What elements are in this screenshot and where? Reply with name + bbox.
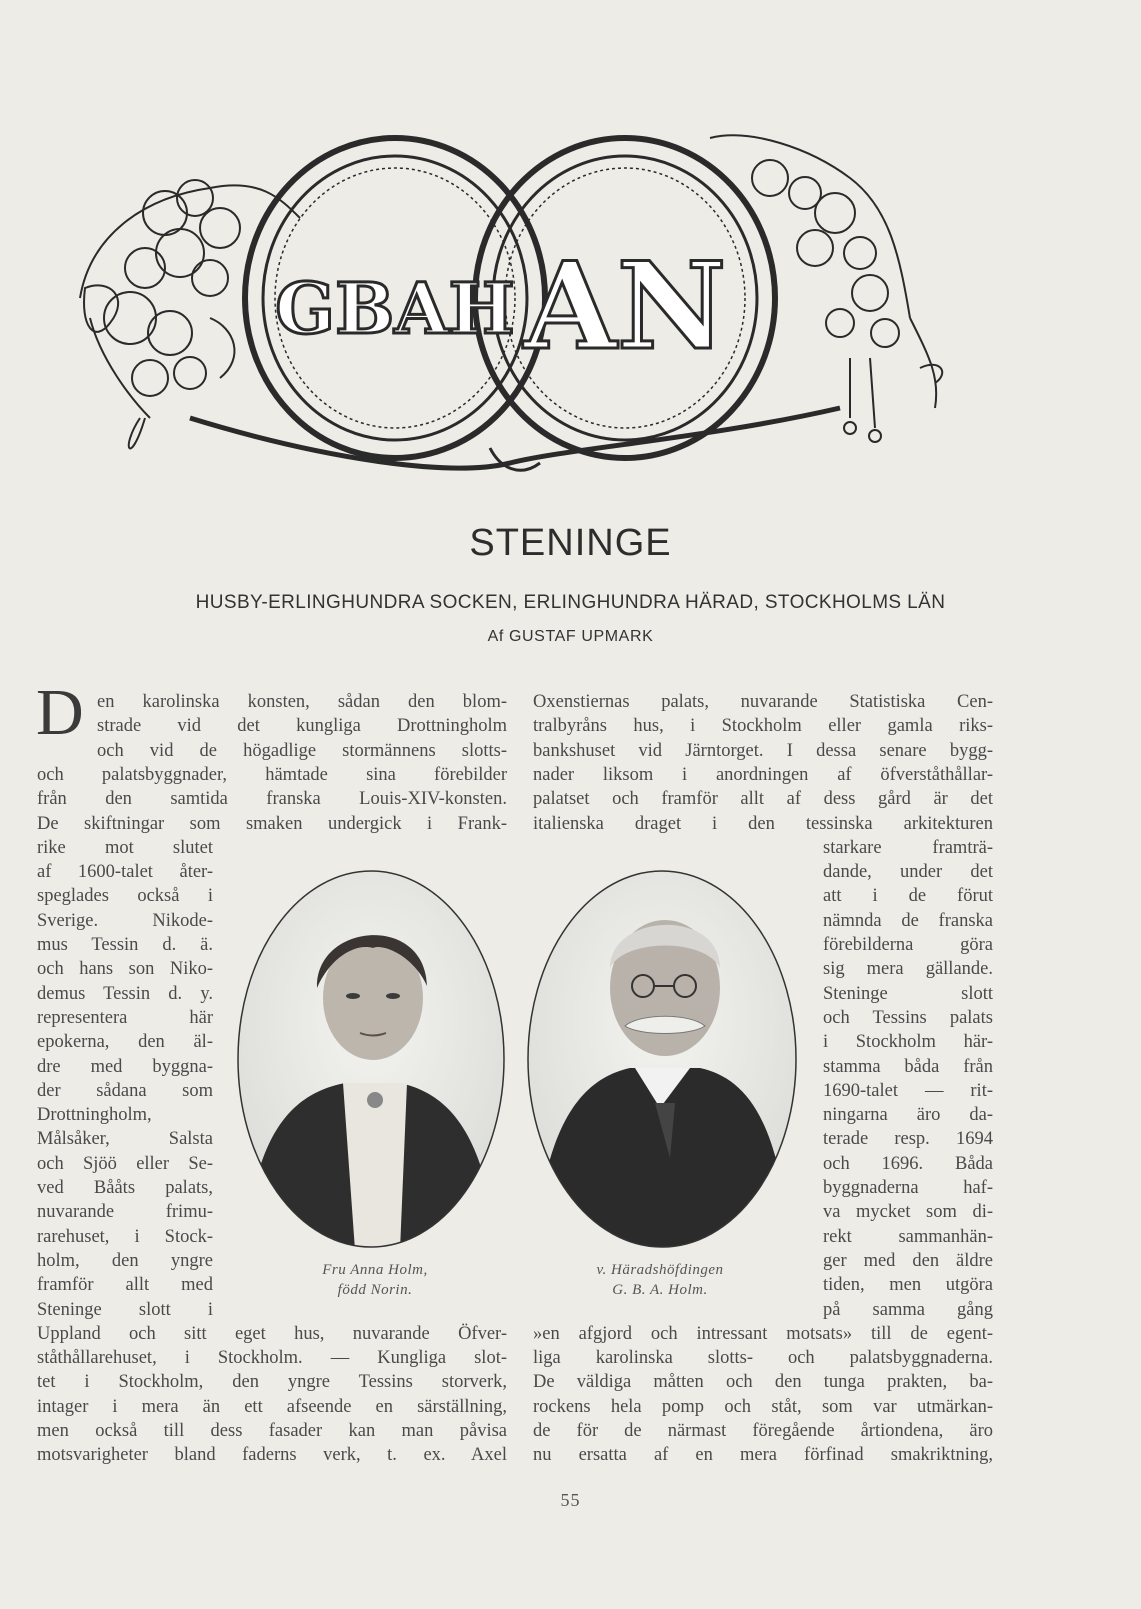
right-column-line: rekt sammanhän- (823, 1226, 993, 1247)
right-column-line: byggnaderna haf- (823, 1178, 993, 1198)
article-title: STENINGE (469, 522, 672, 564)
left-column-line: strade vid det kungliga Drottningholm (97, 716, 507, 737)
article-byline: Af GUSTAF UPMARK (487, 628, 654, 645)
right-column-line: bankshuset vid Järntorget. I dessa senare bygg- (533, 740, 993, 761)
left-column-line: Steninge slott i (37, 1299, 213, 1320)
caption-left-line-1: Fru Anna Holm, (322, 1262, 428, 1278)
left-column-line: speglades också i (37, 886, 213, 907)
left-column-line: en karolinska konsten, sådan den blom- (97, 692, 507, 712)
monogram-ornament (70, 118, 970, 493)
right-column-line: »en afgjord och intressant motsats» till de egent- (533, 1323, 993, 1344)
right-column-line: De väldiga måtten och den tunga prakten, ba- (533, 1372, 993, 1393)
right-column-line: nader liksom i anordningen af öfverståthållar- (533, 764, 993, 785)
right-column-line: va mycket som di- (823, 1202, 993, 1223)
left-column-line: intager i mera än ett afseende en särställning, (37, 1396, 507, 1417)
left-column-line: demus Tessin d. y. (37, 983, 213, 1004)
left-column-line: epokerna, den äl- (37, 1032, 213, 1053)
portrait-ga-holm (525, 868, 800, 1250)
left-column-line: Uppland och sitt eget hus, nuvarande Öfver- (37, 1323, 507, 1344)
right-column-line: palatset och framför allt af dess gård är det (533, 789, 993, 810)
left-column-line: holm, den yngre (37, 1250, 213, 1271)
caption-right (565, 1260, 755, 1300)
drop-cap: D (36, 676, 84, 749)
caption-right-line-2: G. B. A. Holm. (612, 1282, 708, 1298)
left-column-line: ved Bååts palats, (37, 1178, 213, 1198)
right-column-line: nu ersatta af en mera förfinad smakriktning, (533, 1445, 993, 1466)
left-column-line: men också till dess fasader kan man påvisa (37, 1421, 507, 1441)
right-column-line: stamma båda från (823, 1056, 993, 1077)
left-column-line: af 1600-talet åter- (37, 862, 213, 883)
left-column-line: dre med byggna- (37, 1056, 213, 1077)
right-column-line: ningarna äro da- (823, 1105, 993, 1126)
left-column-line: och vid de högadlige stormännens slotts- (97, 740, 507, 761)
left-column-line: rike mot slutet (37, 837, 213, 858)
right-column-line: på samma gång (823, 1299, 993, 1320)
caption-left (285, 1260, 465, 1300)
right-column-line: 1690-talet — rit- (823, 1080, 993, 1101)
monogram-left: GBAH (275, 267, 515, 350)
right-column-line: och Tessins palats (823, 1007, 993, 1028)
right-column-line: ger med den äldre (823, 1250, 993, 1271)
left-column-line: mus Tessin d. ä. (37, 935, 213, 955)
right-column-line: starkare framträ- (823, 837, 993, 858)
left-column-line: Drottningholm, (37, 1105, 152, 1126)
left-column-line: tet i Stockholm, den yngre Tessins storverk, (37, 1372, 507, 1393)
right-column-line: nämnda de franska (823, 910, 993, 931)
right-column-line: i Stockholm här- (823, 1032, 993, 1053)
left-column-line: och Sjöö eller Se- (37, 1153, 213, 1174)
page-number: 55 (560, 1490, 581, 1510)
caption-left-line-2: född Norin. (337, 1282, 413, 1298)
left-column-line: Sverige. Nikode- (37, 910, 213, 931)
right-column-line: tiden, men utgöra (823, 1275, 993, 1296)
left-column-line: rarehuset, i Stock- (37, 1226, 213, 1247)
left-column-line: från den samtida franska Louis-XIV-konsten. (37, 789, 507, 810)
right-column-line: och 1696. Båda (823, 1153, 993, 1174)
left-column-line: framför allt med (37, 1275, 213, 1296)
left-column-line: och hans son Niko- (37, 959, 213, 980)
left-column-line: motsvarigheter bland faderns verk, t. ex. Axel (37, 1445, 507, 1466)
article-subtitle: HUSBY-ERLINGHUNDRA SOCKEN, ERLINGHUNDRA HÄRAD, STOCKHOLMS LÄN (195, 592, 946, 613)
portrait-anna-holm (235, 868, 507, 1250)
left-column-line: der sådana som (37, 1080, 213, 1101)
right-column-line: tralbyråns hus, i Stockholm eller gamla riks- (533, 716, 993, 737)
left-column-line: ståthållarehuset, i Stockholm. — Kungliga slot- (37, 1348, 507, 1369)
left-column-line: Målsåker, Salsta (37, 1129, 213, 1150)
right-column-line: rockens hela pomp och ståt, som var utmärkan- (533, 1396, 993, 1417)
caption-right-line-1: v. Häradshöfdingen (596, 1262, 724, 1278)
left-column-line: och palatsbyggnader, hämtade sina förebilder (37, 764, 507, 785)
right-column-line: sig mera gällande. (823, 959, 993, 980)
right-column-line: att i de förut (823, 886, 993, 907)
right-column-line: dande, under det (823, 862, 993, 883)
right-column-line: terade resp. 1694 (823, 1129, 993, 1150)
monogram-right: AN (523, 236, 727, 377)
right-column-line: Steninge slott (823, 983, 993, 1004)
left-column-line: representera här (37, 1007, 213, 1028)
left-column-line: De skiftningar som smaken undergick i Frank- (37, 813, 507, 834)
right-column-line: de för de närmast föregående årtiondena, äro (533, 1421, 993, 1441)
right-column-line: Oxenstiernas palats, nuvarande Statistiska Cen- (533, 692, 993, 712)
right-column-line: italienska draget i den tessinska arkitekturen (533, 813, 993, 834)
right-column-line: förebilderna göra (823, 935, 993, 955)
right-column-line: liga karolinska slotts- och palatsbyggnaderna. (533, 1348, 993, 1369)
left-column-line: nuvarande frimu- (37, 1202, 213, 1223)
